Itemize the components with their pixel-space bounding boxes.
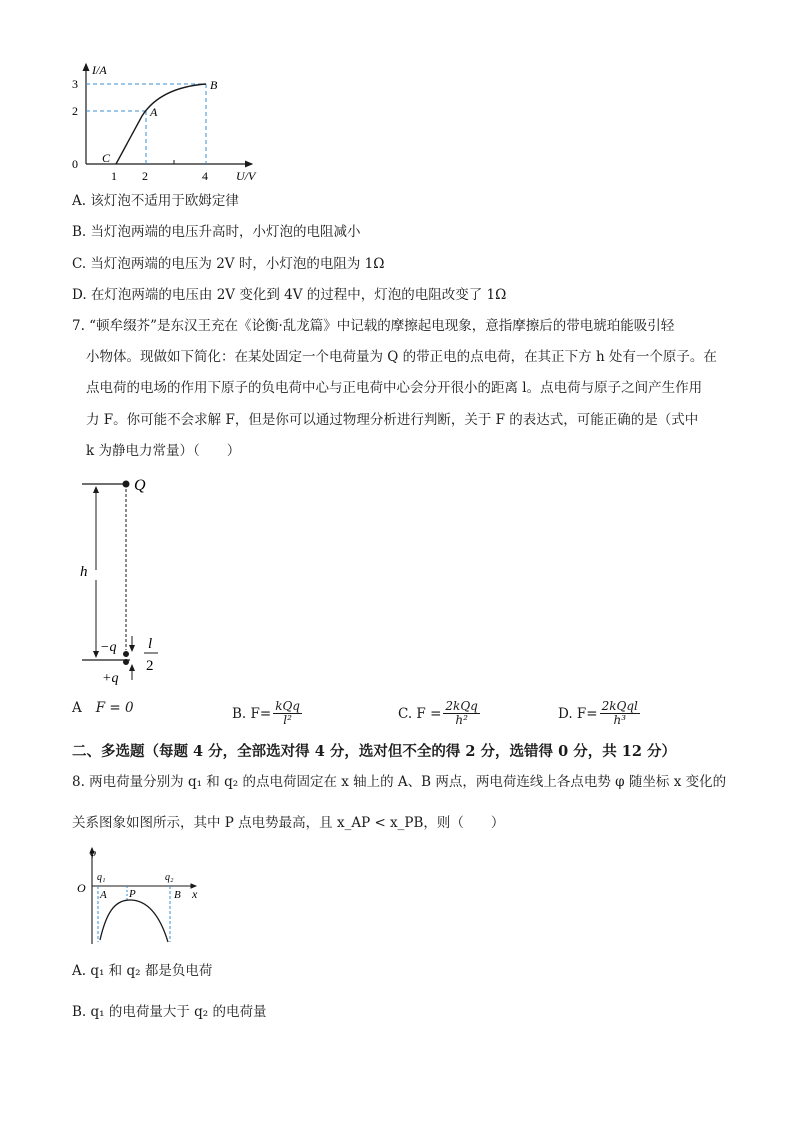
q7-option-b: B. F= $\frac{\text{kQq}}{\text{l²}}$	[232, 699, 300, 727]
y-axis-label: I/A	[92, 63, 107, 77]
q6-option-d: D. 在灯泡两端的电压由 2V 变化到 4V 的过程中，灯泡的电阻改变了 1Ω	[72, 287, 507, 303]
q2-label: q₂	[165, 872, 174, 883]
x-axis-label: U/V	[236, 169, 256, 183]
point-label-b: B	[210, 78, 218, 92]
q6-option-a: A. 该灯泡不适用于欧姆定律	[72, 193, 239, 209]
y-tick: 3	[72, 77, 78, 91]
pos-charge-dot	[123, 659, 129, 665]
x-tick: 1	[111, 169, 117, 183]
neg-charge-label: −q	[100, 640, 117, 655]
q7-text-line: 7. “顿牟缀芥”是东汉王充在《论衡·乱龙篇》中记载的摩擦起电现象，意指摩擦后的带电琥珀能吸引轻	[72, 318, 675, 334]
q6-option-b: B. 当灯泡两端的电压升高时，小灯泡的电阻减小	[72, 224, 361, 240]
phi-label: φ	[90, 847, 97, 859]
q6-option-c: C. 当灯泡两端的电压为 2V 时，小灯泡的电阻为 1Ω	[72, 256, 385, 272]
y-tick: 0	[72, 157, 78, 171]
x-axis-label: x	[192, 887, 198, 901]
x-tick: 4	[202, 169, 208, 183]
q8-text-line: 8. 两电荷量分别为 q₁ 和 q₂ 的点电荷固定在 x 轴上的 A、B 两点，两电荷连线上各点电势 φ 随坐标 x 变化的	[72, 774, 727, 790]
q7-option-d: D. F= $\frac{\text{2kQql}}{\text{h³}}$	[558, 699, 638, 727]
point-b-label: B	[174, 889, 181, 901]
potential-curve	[100, 900, 168, 942]
charge-q-label: Q	[134, 477, 146, 494]
pos-charge-label: +q	[102, 671, 119, 686]
origin-label: O	[77, 881, 86, 895]
point-a-label: A	[100, 889, 107, 901]
q8-option-a: A. q₁ 和 q₂ 都是负电荷	[72, 963, 213, 979]
q7-text-line: 小物体。现做如下简化：在某处固定一个电荷量为 Q 的带正电的点电荷，在其正下方 h 处有一个原子。在	[86, 349, 717, 365]
q8-figure	[72, 842, 212, 950]
q7-text-line: 力 F。你可能不会求解 F，但是你可以通过物理分析进行判断，关于 F 的表达式，可能正确的是（式中	[86, 412, 699, 428]
q7-text-line: k 为静电力常量）（ ）	[86, 443, 241, 459]
charge-q-dot	[123, 481, 130, 488]
point-p-label: P	[129, 888, 136, 900]
q7-text-line: 点电荷的电场的作用下原子的负电荷中心与正电荷中心会分开很小的距离 l。点电荷与原子之间产生作用	[86, 380, 703, 396]
q8-text-line: 关系图象如图所示，其中 P 点电势最高，且 x_AP < x_PB，则（ ）	[72, 815, 505, 831]
iu-graph	[60, 58, 270, 188]
l-label: l	[148, 636, 153, 652]
q1-label: q₁	[97, 872, 106, 883]
y-tick: 2	[72, 104, 78, 118]
q7-option-c: C. F = $\frac{\text{2kQq}}{\text{h²}}$	[398, 699, 478, 727]
point-label-a: A	[150, 105, 158, 119]
point-label-c: C	[102, 151, 111, 165]
section-title: 二、多选题（每题 4 分，全部选对得 4 分，选对但不全的得 2 分，选错得 0 分，共 12 分）	[72, 743, 677, 760]
neg-charge-dot	[123, 651, 129, 657]
q8-option-b: B. q₁ 的电荷量大于 q₂ 的电荷量	[72, 1004, 267, 1020]
iu-curve	[116, 84, 206, 164]
q7-figure	[70, 470, 180, 690]
q7-option-a: A F = 0	[72, 700, 134, 716]
height-label: h	[80, 564, 88, 580]
two-label: 2	[146, 658, 154, 674]
x-tick: 2	[142, 169, 148, 183]
